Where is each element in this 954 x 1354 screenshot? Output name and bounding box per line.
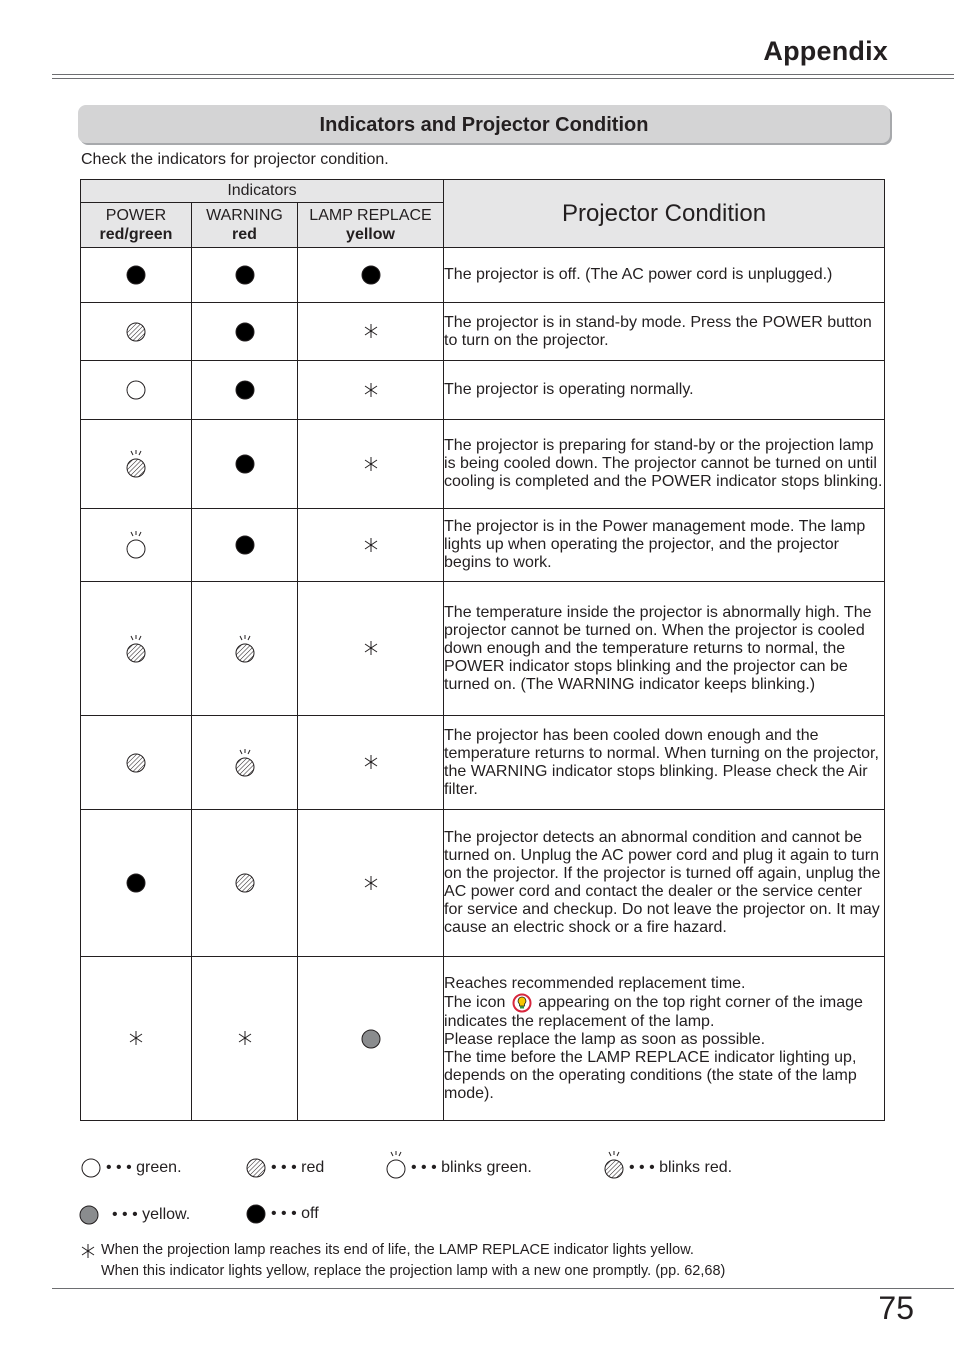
indicator-symbol — [363, 640, 379, 657]
power-label: POWER — [105, 207, 167, 224]
indicator-symbol — [234, 874, 256, 891]
footnote-line-2: When this indicator lights yellow, replace the projection lamp with a new one promptly. (pp. 62,68) — [101, 1263, 726, 1279]
lamp-cell — [298, 957, 444, 1121]
warning-cell — [192, 810, 298, 957]
indicator-symbol — [80, 1242, 96, 1259]
power-column-header — [81, 203, 192, 248]
lamp-cell — [298, 582, 444, 716]
power-cell — [81, 957, 192, 1121]
legend-label: • • • green. — [106, 1159, 182, 1176]
blinks-red-indicator-icon — [234, 748, 256, 778]
warning-cell — [192, 509, 298, 582]
green-indicator-icon — [80, 1157, 102, 1179]
table-row — [81, 303, 885, 361]
warning-cell — [192, 248, 298, 303]
indicator-symbol — [363, 874, 379, 891]
warning-cell — [192, 303, 298, 361]
power-cell — [81, 361, 192, 420]
blinks-red-indicator-icon — [125, 634, 147, 664]
warning-cell — [192, 582, 298, 716]
warning-cell — [192, 957, 298, 1121]
power-cell — [81, 303, 192, 361]
blinks-red-indicator-icon — [234, 634, 256, 664]
projector-condition-header: Projector Condition — [444, 180, 885, 248]
warning-cell — [192, 716, 298, 810]
lamp-cell — [298, 810, 444, 957]
warning-cell — [192, 420, 298, 509]
lamp-replace-star-icon — [237, 1030, 253, 1046]
yellow-indicator-icon — [78, 1204, 100, 1226]
condition-text: The projector is off. (The AC power cord is unplugged.) — [444, 248, 885, 303]
indicator-symbol — [125, 536, 147, 553]
lamp-replace-star-icon — [363, 323, 379, 339]
lamp-replace-star-icon — [363, 537, 379, 553]
power-cell — [81, 810, 192, 957]
off-indicator-icon — [125, 872, 147, 894]
footnote-line-1: When the projection lamp reaches its end of life, the LAMP REPLACE indicator lights yellow. — [101, 1242, 694, 1258]
indicator-symbol — [234, 381, 256, 398]
red-indicator-icon — [125, 321, 147, 343]
off-indicator-icon — [234, 321, 256, 343]
indicator-symbol — [128, 1030, 144, 1047]
lamp-replace-star-icon — [363, 382, 379, 398]
yellow-indicator-icon — [360, 1028, 382, 1050]
lamp-cell — [298, 248, 444, 303]
indicator-symbol — [125, 874, 147, 891]
condition-text: The projector is in the Power management mode. The lamp lights up when operating the projector, and the projector begins to work. — [444, 509, 885, 582]
blinks-red-indicator-icon — [603, 1150, 625, 1180]
off-indicator-icon — [125, 264, 147, 286]
legend-label: • • • off — [271, 1205, 319, 1222]
lamp-text-line-4: The time before the LAMP REPLACE indicator lighting up, depends on the operating conditions (the state of the lamp mode). — [444, 1048, 857, 1102]
table-row — [81, 420, 885, 509]
indicator-symbol — [363, 381, 379, 398]
lamp-cell — [298, 420, 444, 509]
page-number: 75 — [878, 1290, 914, 1326]
indicator-symbol — [125, 266, 147, 283]
table-row — [81, 582, 885, 716]
green-indicator-icon — [125, 379, 147, 401]
indicator-symbol — [385, 1150, 411, 1180]
lamp-cell — [298, 361, 444, 420]
indicator-symbol — [125, 754, 147, 771]
condition-text: The projector is operating normally. — [444, 361, 885, 420]
indicator-symbol — [363, 754, 379, 771]
lamp-text-line-2 — [444, 993, 884, 1031]
icon-sentence-end: appearing on the top right corner of the image indicates the replacement of the lamp. — [444, 993, 863, 1030]
legend-blinks-red — [603, 1150, 732, 1180]
lamp-replace-label: LAMP REPLACE — [309, 207, 432, 224]
lamp-replace-sub-label: yellow — [346, 226, 395, 243]
off-indicator-icon — [234, 264, 256, 286]
footer-rule — [52, 1288, 954, 1289]
indicator-symbol — [78, 1204, 104, 1226]
lamp-cell — [298, 509, 444, 582]
off-indicator-icon — [234, 453, 256, 475]
power-cell — [81, 716, 192, 810]
header-rule-2 — [52, 78, 954, 79]
legend-label: • • • blinks red. — [629, 1159, 733, 1176]
table-row — [81, 957, 885, 1121]
warning-label: WARNING — [206, 207, 283, 224]
indicator-symbol — [363, 455, 379, 472]
warning-cell — [192, 361, 298, 420]
lamp-text-line-1: Reaches recommended replacement time. — [444, 974, 746, 992]
legend-green — [80, 1157, 182, 1179]
lamp-replace-star-icon — [128, 1030, 144, 1046]
lamp-cell — [298, 303, 444, 361]
indicators-header: Indicators — [81, 180, 444, 203]
off-indicator-icon — [234, 534, 256, 556]
legend-label: • • • blinks green. — [411, 1159, 532, 1176]
indicator-symbol — [237, 1030, 253, 1047]
indicator-symbol — [125, 381, 147, 398]
legend-yellow — [78, 1204, 190, 1226]
off-indicator-icon — [245, 1203, 267, 1225]
indicator-symbol — [125, 640, 147, 657]
table-row — [81, 509, 885, 582]
table-row — [81, 248, 885, 303]
lamp-text-line-3: Please replace the lamp as soon as possible. — [444, 1030, 766, 1048]
power-cell — [81, 248, 192, 303]
indicator-symbol — [234, 754, 256, 771]
condition-text: The projector is preparing for stand-by or the projection lamp is being cooled down. The projector cannot be turned on until cooling is completed and the POWER indicator stops blinking. — [444, 420, 885, 509]
lamp-replace-icon — [510, 993, 534, 1013]
red-indicator-icon — [245, 1157, 267, 1179]
header-rule — [52, 74, 954, 75]
warning-sub-label: red — [232, 226, 257, 243]
indicator-symbol — [125, 455, 147, 472]
indicator-symbol — [603, 1150, 629, 1180]
indicator-symbol — [125, 323, 147, 340]
lamp-replace-star-icon — [363, 875, 379, 891]
power-cell — [81, 509, 192, 582]
intro-text: Check the indicators for projector condition. — [81, 151, 389, 168]
indicator-symbol — [360, 1030, 382, 1047]
legend-blinks-green — [385, 1150, 532, 1180]
table-row — [81, 810, 885, 957]
indicator-symbol — [80, 1157, 106, 1179]
indicator-symbol — [234, 266, 256, 283]
indicator-symbol — [360, 266, 382, 283]
blinks-green-indicator-icon — [125, 530, 147, 560]
warning-column-header — [192, 203, 298, 248]
table-row — [81, 716, 885, 810]
indicator-symbol — [234, 455, 256, 472]
lamp-replace-star-icon — [80, 1243, 96, 1259]
red-indicator-icon — [234, 872, 256, 894]
power-cell — [81, 582, 192, 716]
blinks-red-indicator-icon — [125, 449, 147, 479]
condition-text: The projector is in stand-by mode. Press the POWER button to turn on the projector. — [444, 303, 885, 361]
lamp-cell — [298, 716, 444, 810]
section-title: Indicators and Projector Condition — [78, 105, 890, 143]
blinks-green-indicator-icon — [385, 1150, 407, 1180]
indicator-symbol — [363, 323, 379, 340]
red-indicator-icon — [125, 752, 147, 774]
lamp-replace-star-icon — [363, 456, 379, 472]
off-indicator-icon — [360, 264, 382, 286]
condition-text: The projector detects an abnormal condition and cannot be turned on. Unplug the AC power cord and plug it again to turn on the projector. If the projector is turned off again, unplug the AC power cord and contact the dealer or the service center for service and checkup. Do not leave the projector on. It may cause an electric shock or a fire hazard. — [444, 810, 885, 957]
power-sub-label: red/green — [99, 226, 173, 243]
lamp-replace-star-icon — [363, 754, 379, 770]
footnote — [80, 1240, 725, 1282]
lamp-replace-star-icon — [363, 640, 379, 656]
indicator-symbol — [234, 640, 256, 657]
indicator-symbol — [245, 1157, 271, 1179]
off-indicator-icon — [234, 379, 256, 401]
legend-red — [245, 1157, 324, 1179]
indicator-symbol — [234, 536, 256, 553]
legend-off — [245, 1203, 319, 1225]
condition-text — [444, 957, 885, 1121]
table-row — [81, 361, 885, 420]
indicator-table — [80, 179, 885, 1121]
legend-label: • • • red — [271, 1159, 325, 1176]
indicator-symbol — [234, 323, 256, 340]
power-cell — [81, 420, 192, 509]
page-header-title: Appendix — [763, 36, 888, 66]
icon-sentence-start: The icon — [444, 993, 506, 1011]
legend-label: • • • yellow. — [112, 1206, 191, 1223]
condition-text: The temperature inside the projector is abnormally high. The projector cannot be turned on. When the projector is cooled down enough and the temperature returns to normal, the POWER indicator stops blinking and the projector can be turned on. (The WARNING indicator keeps blinking.) — [444, 582, 885, 716]
lamp-replace-column-header — [298, 203, 444, 248]
indicator-symbol — [363, 536, 379, 553]
condition-text: The projector has been cooled down enough and the temperature returns to normal. When turning on the projector, the WARNING indicator stops blinking. Please check the Air filter. — [444, 716, 885, 810]
footnote-star-icon — [80, 1240, 96, 1261]
indicator-symbol — [245, 1203, 271, 1225]
